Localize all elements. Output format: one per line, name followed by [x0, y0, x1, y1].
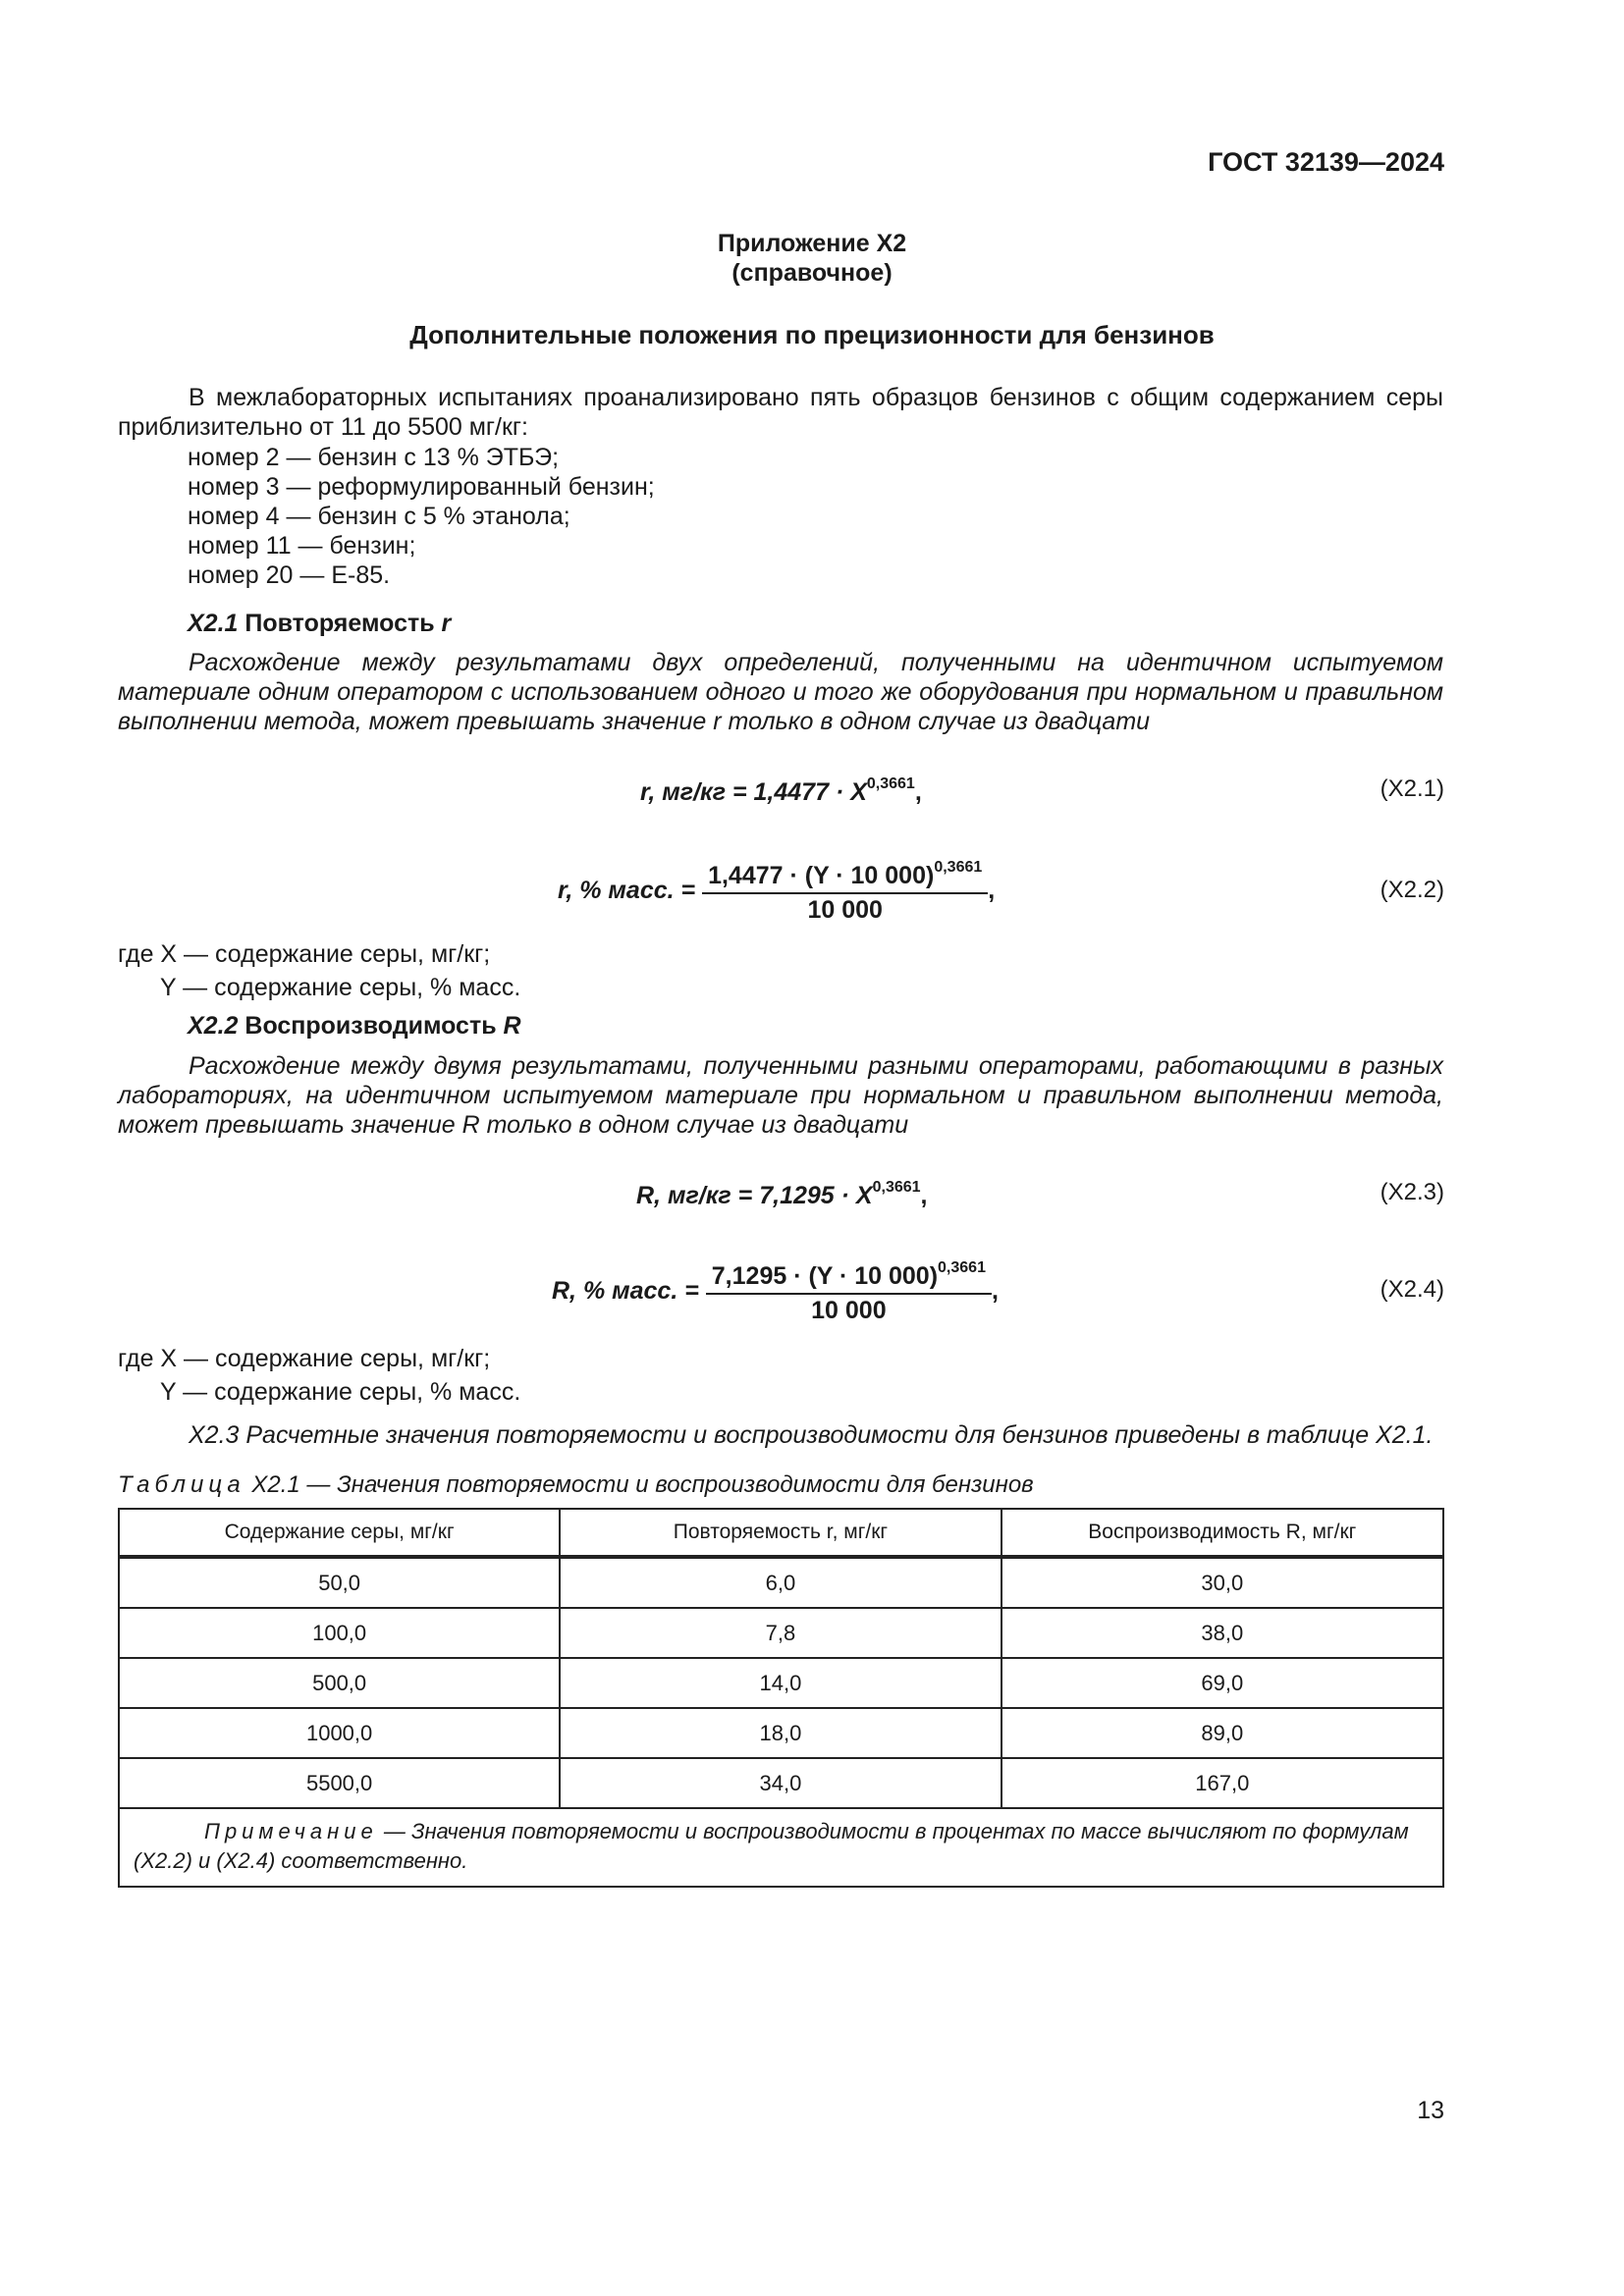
- fraction-denominator: 10 000: [811, 1297, 887, 1324]
- formula-lhs: R, % масс. =: [552, 1277, 699, 1306]
- table-cell: 100,0: [119, 1608, 560, 1658]
- formula-fraction: [706, 1259, 992, 1325]
- table-note-text: — Значения повторяемости и воспроизводимости в процентах по массе вычисляют по формулам (Х2.2) и (Х2.4) соответственно.: [134, 1819, 1409, 1873]
- table-row: [119, 1557, 1443, 1608]
- formula-x2-2: [558, 859, 995, 925]
- table-caption-text: Х2.1 — Значения повторяемости и воспроизводимости для бензинов: [251, 1471, 1034, 1498]
- table-row: [119, 1758, 1443, 1808]
- table-cell: 5500,0: [119, 1758, 560, 1808]
- table-cell: 1000,0: [119, 1708, 560, 1758]
- fraction-numerator: 1,4477 · (Y · 10 000)$^{0,3661}$: [702, 859, 988, 894]
- table-note: [119, 1808, 1443, 1887]
- table-cell: 18,0: [560, 1708, 1001, 1758]
- table-row: [119, 1708, 1443, 1758]
- equation-number: (Х2.4): [1380, 1276, 1444, 1303]
- formula-x2-3: [636, 1179, 927, 1210]
- subsection-number: Х2.1: [188, 610, 239, 637]
- table-cell: 14,0: [560, 1658, 1001, 1708]
- formula-fraction: [702, 859, 988, 925]
- formula-tail: ,: [991, 1277, 999, 1306]
- sample-item: номер 20 — Е-85.: [188, 561, 391, 589]
- standard-number: ГОСТ 32139—2024: [1208, 147, 1444, 177]
- column-header: Воспроизводимость R, мг/кг: [1001, 1509, 1443, 1557]
- table-cell: 34,0: [560, 1758, 1001, 1808]
- page-number: 13: [1417, 2097, 1444, 2124]
- formula-lhs: r, мг/кг = 1,4477 · X: [640, 778, 867, 806]
- annex-title: Приложение Х2: [717, 230, 907, 257]
- table-cell: 30,0: [1001, 1557, 1443, 1608]
- table-caption-word: Таблица: [118, 1471, 245, 1498]
- annex-subtitle: (справочное): [731, 259, 893, 287]
- reproducibility-text: Расхождение между двумя результатами, полученными разными операторами, работающими в разных лабораториях, на идентичном испытуемом материале при нормальном и правильном выполнении метода, может превышать значение R только в одном случае из двадцати: [118, 1052, 1443, 1139]
- precision-table: [118, 1508, 1444, 1888]
- sample-item: номер 11 — бензин;: [188, 532, 416, 560]
- table-cell: 89,0: [1001, 1708, 1443, 1758]
- formula-lhs: R, мг/кг = 7,1295 · X: [636, 1182, 873, 1209]
- table-cell: 7,8: [560, 1608, 1001, 1658]
- equation-number: (Х2.3): [1380, 1179, 1444, 1205]
- repeatability-text: Расхождение между результатами двух определений, полученными на идентичном испытуемом материале одним оператором с использованием одного и того же оборудования при нормальном и правильном выполнении метода, может превышать значение r только в одном случае из двадцати: [118, 649, 1443, 735]
- table-cell: 6,0: [560, 1557, 1001, 1608]
- intro-paragraph: В межлабораторных испытаниях проанализировано пять образцов бензинов с общим содержанием серы приблизительно от 11 до 5500 мг/кг:: [118, 384, 1443, 441]
- subsection-heading-repeatability: [188, 610, 451, 638]
- table-header-row: [119, 1509, 1443, 1557]
- table-caption: [118, 1471, 1034, 1499]
- column-header: Содержание серы, мг/кг: [119, 1509, 560, 1557]
- section-title: Дополнительные положения по прецизионности для бензинов: [409, 320, 1215, 349]
- formula-tail: ,: [920, 1182, 928, 1209]
- table-note-word: Примечание: [204, 1819, 378, 1843]
- formula-tail: ,: [914, 778, 922, 806]
- formula-x2-4: [552, 1259, 999, 1325]
- subsection-label: Воспроизводимость: [244, 1012, 497, 1040]
- subsection-heading-reproducibility: [188, 1012, 521, 1041]
- formula-lhs: r, % масс. =: [558, 877, 696, 905]
- sample-item: номер 4 — бензин с 5 % этанола;: [188, 503, 570, 530]
- table-note-row: [119, 1808, 1443, 1887]
- table-row: [119, 1608, 1443, 1658]
- table-row: [119, 1658, 1443, 1708]
- table-cell: 50,0: [119, 1557, 560, 1608]
- formula-exponent: 0,3661: [866, 775, 915, 792]
- fraction-denominator: 10 000: [807, 896, 883, 924]
- formula-tail: ,: [988, 877, 996, 905]
- formula-x2-1: [640, 775, 922, 807]
- sample-item: номер 3 — реформулированный бензин;: [188, 473, 655, 501]
- legend-x: где X — содержание серы, мг/кг;: [118, 1345, 491, 1372]
- legend-y: Y — содержание серы, % масс.: [160, 1378, 521, 1406]
- column-header: Повторяемость r, мг/кг: [560, 1509, 1001, 1557]
- table-cell: 500,0: [119, 1658, 560, 1708]
- table-reference-paragraph: Х2.3 Расчетные значения повторяемости и воспроизводимости для бензинов приведены в таблице Х2.1.: [189, 1421, 1434, 1449]
- subsection-number: Х2.2: [188, 1012, 239, 1040]
- table-cell: 38,0: [1001, 1608, 1443, 1658]
- table-cell: 167,0: [1001, 1758, 1443, 1808]
- subsection-symbol: R: [503, 1012, 521, 1040]
- equation-number: (Х2.1): [1380, 775, 1444, 802]
- legend-x: где X — содержание серы, мг/кг;: [118, 940, 491, 968]
- subsection-symbol: r: [441, 610, 452, 637]
- sample-item: номер 2 — бензин с 13 % ЭТБЭ;: [188, 444, 560, 471]
- fraction-numerator: 7,1295 · (Y · 10 000)$^{0,3661}$: [706, 1259, 992, 1295]
- subsection-label: Повторяемость: [244, 610, 435, 637]
- equation-number: (Х2.2): [1380, 877, 1444, 903]
- legend-y: Y — содержание серы, % масс.: [160, 974, 521, 1001]
- formula-exponent: 0,3661: [872, 1179, 921, 1196]
- table-cell: 69,0: [1001, 1658, 1443, 1708]
